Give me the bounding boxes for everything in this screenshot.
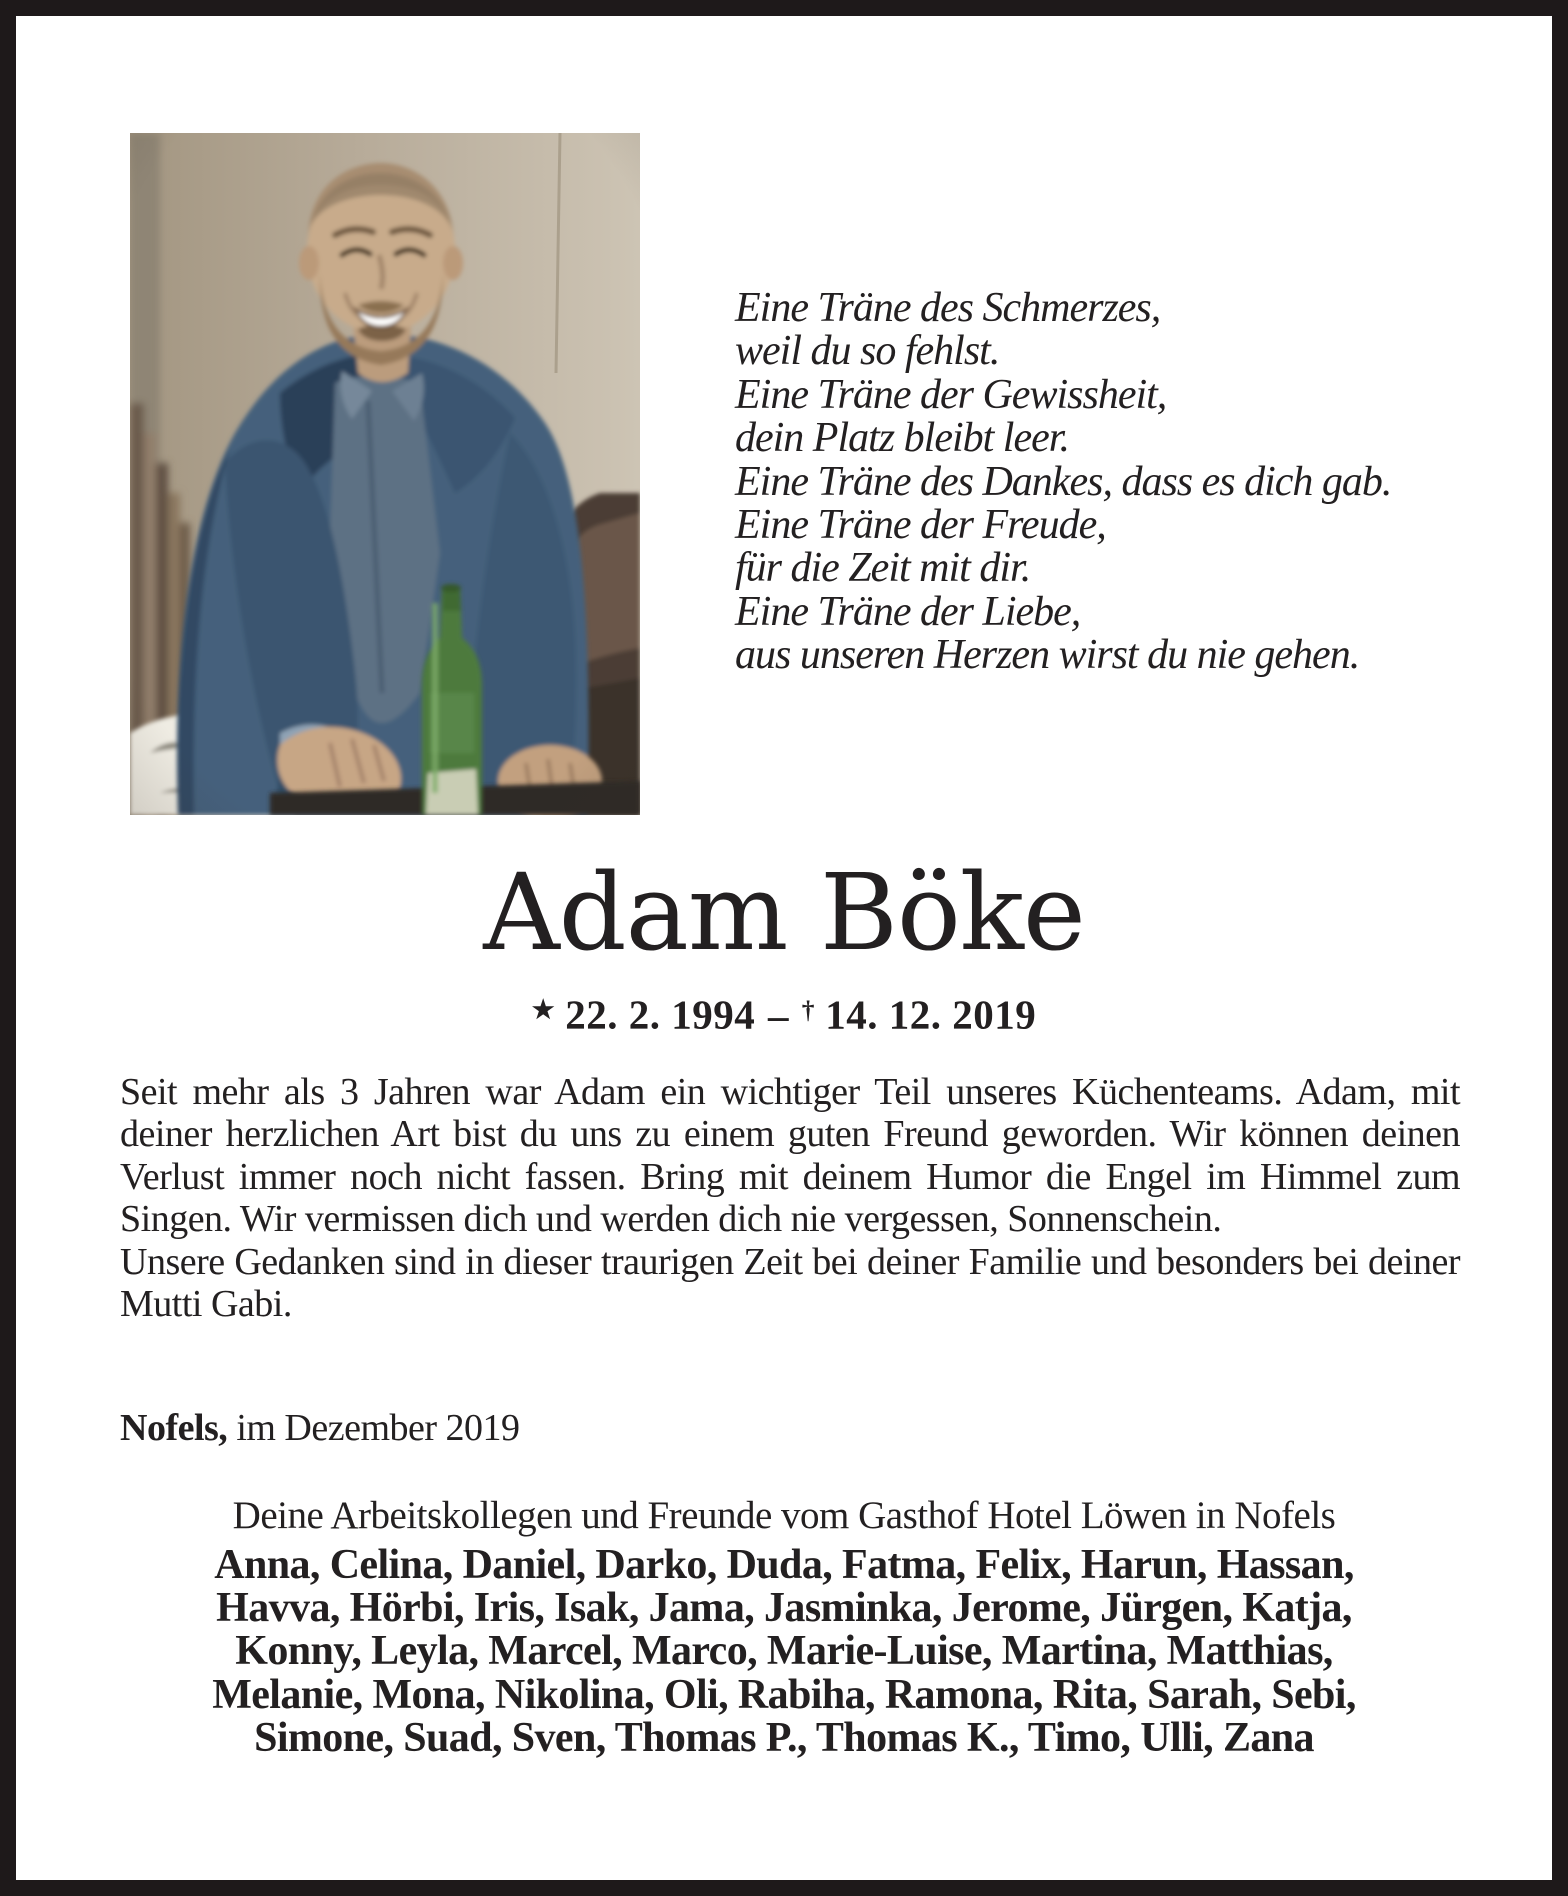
birth-star-symbol: ★ xyxy=(531,996,555,1024)
birth-date: 22. 2. 1994 xyxy=(565,991,756,1038)
tribute-text xyxy=(120,1071,1460,1325)
names-line: Anna, Celina, Daniel, Darko, Duda, Fatma, Felix, Harun, Hassan, xyxy=(214,1542,1354,1588)
tribute-paragraph: Unsere Gedanken sind in dieser traurigen Zeit bei deiner Familie und besonders bei deiner Mutti Gabi. xyxy=(120,1240,1460,1326)
poem-line: für die Zeit mit dir. xyxy=(735,545,1031,592)
place-date-line xyxy=(120,1406,520,1450)
signature-line: Deine Arbeitskollegen und Freunde vom Gasthof Hotel Löwen in Nofels xyxy=(232,1494,1336,1537)
date-text: im Dezember 2019 xyxy=(236,1407,520,1449)
poem-line: dein Platz bleibt leer. xyxy=(735,415,1069,462)
place-name: Nofels, xyxy=(120,1407,228,1449)
poem-line: Eine Träne der Freude, xyxy=(735,502,1106,549)
names-line: Simone, Suad, Sven, Thomas P., Thomas K., Timo, Ulli, Zana xyxy=(254,1714,1314,1761)
poem-line: Eine Träne des Dankes, dass es dich gab. xyxy=(735,458,1392,505)
death-dagger-symbol: † xyxy=(801,996,815,1024)
dates-separator: – xyxy=(768,991,790,1038)
poem-line: aus unseren Herzen wirst du nie gehen. xyxy=(735,632,1360,679)
poem-line: weil du so fehlst. xyxy=(735,328,1000,375)
deceased-name: Adam Böke xyxy=(483,851,1085,974)
names-line: Havva, Hörbi, Iris, Isak, Jama, Jasminka, Jerome, Jürgen, Katja, xyxy=(216,1585,1352,1632)
tribute-paragraph: Seit mehr als 3 Jahren war Adam ein wichtiger Teil unseres Küchenteams. Adam, mit deiner herzlichen Art bist du uns zu einem guten Freund geworden. Wir können deinen Verlust immer noch nicht fassen. Bring mit deinem Humor die Engel im Himmel zum Singen. Wir vermissen dich und werden dich nie vergessen, Sonnenschein. xyxy=(120,1071,1460,1241)
poem-line: Eine Träne der Gewissheit, xyxy=(735,371,1167,418)
mourners-names xyxy=(0,1544,1568,1760)
death-date: 14. 12. 2019 xyxy=(825,991,1037,1038)
poem-line: Eine Träne der Liebe, xyxy=(735,588,1081,635)
photo-vignette xyxy=(130,133,640,815)
names-line: Konny, Leyla, Marcel, Marco, Marie-Luise, Martina, Matthias, xyxy=(235,1628,1333,1675)
life-dates xyxy=(0,988,1568,1037)
names-line: Melanie, Mona, Nikolina, Oli, Rabiha, Ramona, Rita, Sarah, Sebi, xyxy=(212,1671,1356,1718)
portrait-photo xyxy=(130,133,640,815)
poem-line: Eine Träne des Schmerzes, xyxy=(735,285,1161,331)
memorial-poem xyxy=(735,287,1391,678)
portrait-illustration xyxy=(130,133,640,815)
